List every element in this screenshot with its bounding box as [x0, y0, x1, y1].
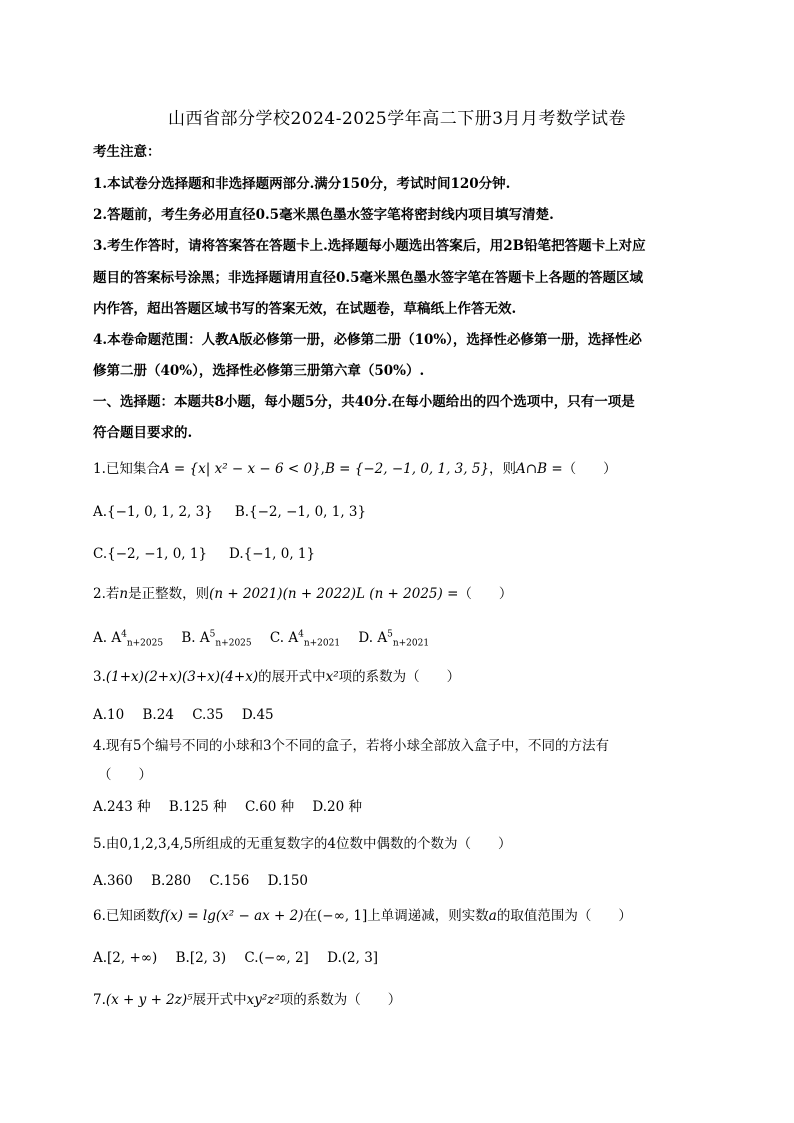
q3-expr: (1+x)(2+x)(3+x)(4+x)	[105, 669, 259, 685]
q1-expr: A∩B =	[516, 461, 563, 477]
q2-prefix: 2.若	[93, 586, 120, 602]
q4-options	[93, 797, 376, 817]
q3-suffix: 项的系数为（ ）	[338, 669, 461, 685]
section-heading-line2: 符合题目要求的.	[93, 425, 193, 441]
q3-option-a: A.10	[93, 707, 125, 723]
q1-options	[93, 502, 388, 522]
q3-option-d: D.45	[241, 707, 274, 723]
section-heading-line1: 一、选择题：本题共8小题，每小题5分，共40分.在每小题给出的四个选项中，只有一项是	[93, 394, 635, 410]
q7-mid: 展开式中	[192, 992, 247, 1008]
q2-options	[93, 628, 443, 648]
q5-option-a: A.360	[93, 873, 133, 889]
question-4-line1: 4.现有5个编号不同的小球和3个不同的盒子，若将小球全部放入盒子中，不同的方法有	[93, 738, 610, 754]
q6-option-d: D.(2, 3]	[327, 950, 379, 966]
q3-option-b: B.24	[142, 707, 174, 723]
q7-prefix: 7.	[93, 992, 106, 1008]
q6-expr: f(x) = lg(x² − ax + 2)	[159, 908, 304, 924]
notice-item-2: 2.答题前，考生务必用直径0.5毫米黑色墨水签字笔将密封线内项目填写清楚.	[93, 207, 554, 223]
q2-blank: （ ）	[458, 586, 513, 602]
notice-heading: 考生注意：	[93, 144, 161, 160]
q6-option-a: A.[2, +∞)	[93, 950, 158, 966]
q1-options-2	[93, 544, 337, 564]
q1-set-b: B = {−2, −1, 0, 1, 3, 5}	[324, 461, 490, 477]
q1-option-c: C.{−2, −1, 0, 1}	[93, 546, 208, 562]
q7-suffix: 项的系数为（ ）	[279, 992, 402, 1008]
q1-prefix: 1.已知集合	[93, 461, 160, 477]
q6-interval: (−∞, 1]	[317, 908, 368, 924]
q4-option-c: C.60 种	[244, 799, 295, 815]
q2-mid: 是正整数，则	[128, 586, 210, 602]
notice-item-4a: 4.本卷命题范围：人教A版必修第一册，必修第二册（10%），选择性必修第一册，选择性必	[93, 332, 642, 348]
q6-mid2: 上单调递减，则实数	[367, 908, 489, 924]
question-1: 1.已知集合A = {x| x² − x − 6 < 0},B = {−2, −1, 0, 1, 3, 5}，则A∩B =（ ）	[93, 461, 617, 477]
q7-expr: (x + y + 2z)⁵	[105, 992, 193, 1008]
q2-expr: (n + 2021)(n + 2022)L (n + 2025) =	[209, 586, 459, 602]
q1-set-a: A = {x| x² − x − 6 < 0}	[159, 461, 321, 477]
q3-mid: 的展开式中	[258, 669, 326, 685]
question-4-line2: （ ）	[98, 767, 152, 783]
q5-options	[93, 871, 322, 891]
q6-mid1: 在	[303, 908, 317, 924]
q2-option-a: A. $A^4_{n+2025}$	[93, 629, 164, 649]
q1-mid: ，则	[489, 461, 517, 477]
q5-suffix: 所组成的无重复数字的4位数中偶数的个数为（ ）	[192, 836, 512, 852]
question-3	[93, 667, 460, 687]
q5-option-d: D.150	[267, 873, 309, 889]
notice-item-3b: 题目的答案标号涂黑；非选择题请用直径0.5毫米黑色墨水签字笔在答题卡上各题的答题区域	[93, 270, 643, 286]
q5-option-c: C.156	[209, 873, 250, 889]
q5-option-b: B.280	[151, 873, 192, 889]
notice-item-3a: 3.考生作答时，请将答案答在答题卡上.选择题每小题选出答案后，用2B铅笔把答题卡上对应	[93, 238, 646, 254]
q4-option-b: B.125 种	[168, 799, 227, 815]
exam-title: 山西省部分学校2024-2025学年高二下册3月月考数学试卷	[167, 109, 627, 129]
q6-options	[93, 948, 392, 968]
question-7	[93, 990, 401, 1010]
notice-item-4b: 修第二册（40%），选择性必修第三册第六章（50%）.	[93, 363, 425, 379]
q2-option-d: D. $A^5_{n+2021}$	[358, 629, 430, 649]
q3-term: x²	[325, 669, 339, 685]
notice-item-3c: 内作答，超出答题区域书写的答案无效，在试题卷，草稿纸上作答无效.	[93, 301, 517, 317]
q2-option-b: B. $A^5_{n+2025}$	[181, 629, 252, 649]
q1-blank: （ ）	[562, 461, 617, 477]
q3-prefix: 3.	[93, 669, 106, 685]
q6-option-b: B.[2, 3)	[175, 950, 227, 966]
q2-option-c: C. $A^4_{n+2021}$	[269, 629, 341, 649]
question-2	[93, 584, 512, 604]
q2-var: n	[119, 586, 129, 602]
q4-option-a: A.243 种	[93, 799, 151, 815]
q4-option-d: D.20 种	[312, 799, 362, 815]
q1-option-d: D.{−1, 0, 1}	[229, 546, 316, 562]
q3-option-c: C.35	[192, 707, 224, 723]
q1-option-a: A.{−1, 0, 1, 2, 3}	[93, 504, 213, 520]
q5-digits: 0,1,2,3,4,5	[119, 836, 193, 852]
question-5	[93, 834, 511, 854]
q7-term: xy²z²	[246, 992, 280, 1008]
q1-option-b: B.{−2, −1, 0, 1, 3}	[234, 504, 367, 520]
notice-item-1: 1.本试卷分选择题和非选择题两部分.满分150分，考试时间120分钟.	[93, 176, 511, 192]
q3-options	[93, 705, 288, 725]
q6-option-c: C.(−∞, 2]	[244, 950, 309, 966]
q6-prefix: 6.已知函数	[93, 908, 160, 924]
q5-prefix: 5.由	[93, 836, 120, 852]
q6-var: a	[488, 908, 497, 924]
question-6	[93, 906, 632, 926]
q6-suffix: 的取值范围为（ ）	[496, 908, 632, 924]
